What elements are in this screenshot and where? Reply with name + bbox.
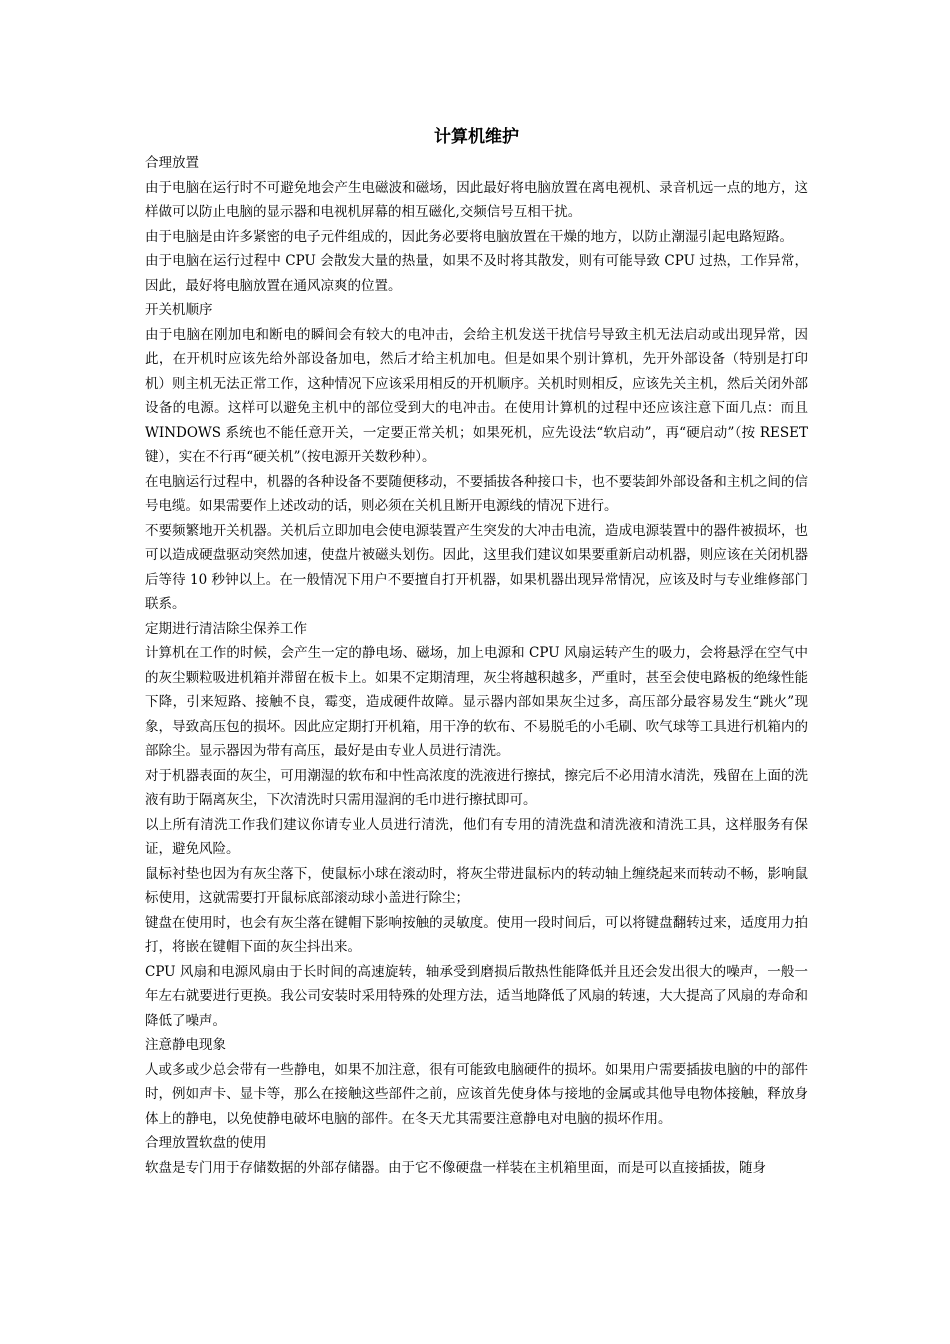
paragraph: 由于电脑在运行时不可避免地会产生电磁波和磁场，因此最好将电脑放置在离电视机、录音机远一点的地方，这样做可以防止电脑的显示器和电视机屏幕的相互磁化,交频信号互相干扰。: [145, 179, 808, 220]
paragraph: 由于电脑是由许多紧密的电子元件组成的，因此务必要将电脑放置在干燥的地方，以防止潮湿引起电路短路。: [145, 228, 793, 245]
section-heading: 合理放置: [145, 155, 199, 171]
document-page: [145, 123, 808, 1180]
paragraph: 由于电脑在运行过程中 CPU 会散发大量的热量，如果不及时将其散发，则有可能导致 CPU 过热，工作异常，因此，最好将电脑放置在通风凉爽的位置。: [145, 253, 808, 294]
paragraph: CPU 风扇和电源风扇由于长时间的高速旋转，轴承受到磨损后散热性能降低并且还会发出很大的噪声，一般一年左右就要进行更换。我公司安装时采用特殊的处理方法，适当地降低了风扇的转速，大大提高了风扇的寿命和降低了噪声。: [145, 963, 808, 1029]
document-title: 计算机维护: [434, 127, 519, 147]
section-heading: 注意静电现象: [145, 1037, 226, 1053]
paragraph: 软盘是专门用于存储数据的外部存储器。由于它不像硬盘一样装在主机箱里面，而是可以直接插拔，随身: [145, 1159, 766, 1176]
section-heading: 定期进行清洁除尘保养工作: [145, 620, 307, 637]
paragraph: 计算机在工作的时候，会产生一定的静电场、磁场，加上电源和 CPU 风扇运转产生的吸力，会将悬浮在空气中的灰尘颗粒吸进机箱并滞留在板卡上。如果不定期清理，灰尘将越积越多，严重时，甚至会使电路板的绝缘性能下降，引来短路、接触不良，霉变，造成硬件故障。显示器内部如果灰尘过多，高压部分最容易发生“跳火”现象，导致高压包的损坏。因此应定期打开机箱，用干净的软布、不易脱毛的小毛刷、吹气球等工具进行机箱内的部除尘。显示器因为带有高压，最好是由专业人员进行清洗。: [145, 645, 808, 759]
paragraph: 在电脑运行过程中，机器的各种设备不要随便移动，不要插拔各种接口卡，也不要装卸外部设备和主机之间的信号电缆。如果需要作上述改动的话，则必须在关机且断开电源线的情况下进行。: [145, 473, 808, 514]
document-body: [145, 151, 808, 1180]
section-heading: 开关机顺序: [145, 302, 213, 318]
paragraph: 由于电脑在刚加电和断电的瞬间会有较大的电冲击，会给主机发送干扰信号导致主机无法启动或出现异常，因此，在开机时应该先给外部设备加电，然后才给主机加电。但是如果个别计算机，先开外部设备（特别是打印机）则主机无法正常工作，这种情况下应该采用相反的开机顺序。关机时则相反，应该先关主机，然后关闭外部设备的电源。这样可以避免主机中的部位受到大的电冲击。在使用计算机的过程中还应该注意下面几点：而且 WINDOWS 系统也不能任意开关，一定要正常关机；如果死机，应先设法“软启动”，再“硬启动”（按 RESET 键），实在不行再“硬关机”（按电源开关数秒种）。: [145, 326, 808, 465]
paragraph: 鼠标衬垫也因为有灰尘落下，使鼠标小球在滚动时，将灰尘带进鼠标内的转动轴上缠绕起来而转动不畅，影响鼠标使用，这就需要打开鼠标底部滚动球小盖进行除尘；: [145, 865, 808, 906]
section-heading: 合理放置软盘的使用: [145, 1135, 267, 1151]
paragraph: 键盘在使用时，也会有灰尘落在键帽下影响按触的灵敏度。使用一段时间后，可以将键盘翻转过来，适度用力拍打，将嵌在键帽下面的灰尘抖出来。: [145, 914, 808, 955]
paragraph: 对于机器表面的灰尘，可用潮湿的软布和中性高浓度的洗液进行擦拭，擦完后不必用清水清洗，残留在上面的洗液有助于隔离灰尘，下次清洗时只需用湿润的毛巾进行擦拭即可。: [145, 767, 808, 808]
paragraph: 以上所有清洗工作我们建议你请专业人员进行清洗，他们有专用的清洗盘和清洗液和清洗工具，这样服务有保证，避免风险。: [145, 816, 808, 857]
paragraph: 人或多或少总会带有一些静电，如果不加注意，很有可能致电脑硬件的损坏。如果用户需要插拔电脑的中的部件时，例如声卡、显卡等，那么在接触这些部件之前，应该首先使身体与接地的金属或其他导电物体接触，释放身体上的静电，以免使静电破坏电脑的部件。在冬天尤其需要注意静电对电脑的损坏作用。: [145, 1061, 808, 1127]
paragraph: 不要频繁地开关机器。关机后立即加电会使电源装置产生突发的大冲击电流，造成电源装置中的器件被损坏，也可以造成硬盘驱动突然加速，使盘片被磁头划伤。因此，这里我们建议如果要重新启动机器，则应该在关闭机器后等待 10 秒钟以上。在一般情况下用户不要擅自打开机器，如果机器出现异常情况，应该及时与专业维修部门联系。: [145, 522, 808, 612]
